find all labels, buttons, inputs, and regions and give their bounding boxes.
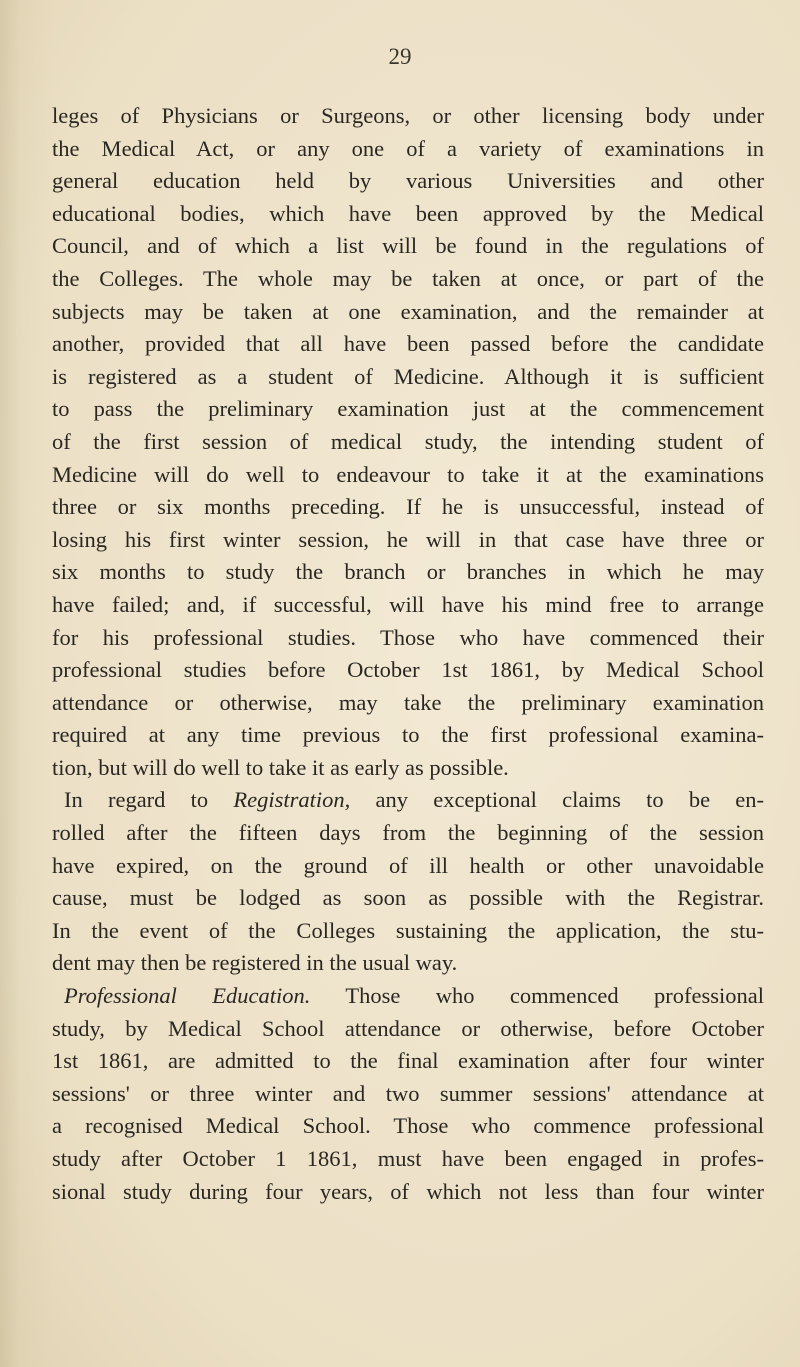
- text-run: professional studies before October 1st 1861, by Medical School: [52, 657, 764, 683]
- text-run: sessions' or three winter and two summer sessions' attendance at: [52, 1080, 764, 1106]
- text-line: [52, 850, 764, 883]
- text-run: educational bodies, which have been approved by the Medical: [52, 200, 764, 226]
- text-line: [52, 524, 764, 557]
- italic-run-heading: Registration,: [233, 787, 351, 813]
- text-line: [52, 752, 764, 785]
- text-run: to pass the preliminary examination just at the commencement: [52, 396, 764, 422]
- text-line: [52, 133, 764, 166]
- text-line: [52, 328, 764, 361]
- text-line: [52, 361, 764, 394]
- text-line: [52, 915, 764, 948]
- text-run: attendance or otherwise, may take the preliminary examination: [52, 689, 764, 715]
- text-run: general education held by various Universities and other: [52, 168, 764, 194]
- text-line: [52, 980, 764, 1013]
- text-line: [52, 556, 764, 589]
- text-run: the Colleges. The whole may be taken at once, or part of the: [52, 265, 764, 291]
- text-run: cause, must be lodged as soon as possible with the Registrar.: [52, 885, 764, 911]
- text-line: [52, 100, 764, 133]
- text-run: In regard to: [64, 787, 234, 813]
- text-line: [52, 784, 764, 817]
- text-line: [52, 296, 764, 329]
- text-run: any exceptional claims to be en-: [350, 787, 765, 813]
- text-run: leges of Physicians or Surgeons, or other licensing body under: [52, 103, 764, 128]
- text-run: Medicine will do well to endeavour to take it at the examinations: [52, 461, 764, 487]
- text-line: [52, 1110, 764, 1143]
- text-run: losing his first winter session, he will in that case have three or: [52, 526, 764, 552]
- text-line: [52, 1143, 764, 1176]
- text-line: [52, 393, 764, 426]
- text-run: study, by Medical School attendance or otherwise, before October: [52, 1015, 764, 1041]
- text-line: [52, 263, 764, 296]
- text-line: [52, 1176, 764, 1209]
- text-run: required at any time previous to the first professional examina-: [52, 722, 764, 748]
- text-line: [52, 654, 764, 687]
- text-line: [52, 491, 764, 524]
- text-run: 1st 1861, are admitted to the final examination after four winter: [52, 1048, 764, 1074]
- text-run: six months to study the branch or branches in which he may: [52, 559, 764, 585]
- text-run: tion, but will do well to take it as early as possible.: [52, 754, 509, 780]
- text-run: sional study during four years, of which not less than four winter: [52, 1178, 764, 1204]
- text-run: the Medical Act, or any one of a variety of examinations in: [52, 135, 764, 161]
- text-line: [52, 947, 764, 980]
- text-run: have failed; and, if successful, will have his mind free to arrange: [52, 591, 764, 617]
- italic-run-heading: Professional Education.: [64, 983, 311, 1009]
- page-number: 29: [388, 44, 412, 69]
- text-run: subjects may be taken at one examination, and the remainder at: [52, 298, 764, 324]
- body-text: [52, 100, 764, 1208]
- text-run: dent may then be registered in the usual way.: [52, 950, 458, 976]
- text-run: have expired, on the ground of ill health or other unavoidable: [52, 852, 764, 878]
- text-run: for his professional studies. Those who have commenced their: [52, 624, 764, 650]
- text-line: [52, 622, 764, 655]
- text-run: is registered as a student of Medicine. Although it is sufficient: [52, 363, 764, 389]
- text-line: [52, 882, 764, 915]
- text-line: [52, 230, 764, 263]
- text-run: three or six months preceding. If he is unsuccessful, instead of: [52, 494, 764, 520]
- text-line: [52, 198, 764, 231]
- text-run: In the event of the Colleges sustaining the application, the stu-: [52, 917, 764, 943]
- text-line: [52, 426, 764, 459]
- text-line: [52, 459, 764, 492]
- text-line: [52, 589, 764, 622]
- text-line: [52, 1078, 764, 1111]
- text-run: Those who commenced professional: [310, 983, 764, 1009]
- text-run: rolled after the fifteen days from the beginning of the session: [52, 820, 764, 846]
- text-line: [52, 165, 764, 198]
- text-line: [52, 687, 764, 720]
- text-run: of the first session of medical study, the intending student of: [52, 428, 764, 454]
- text-line: [52, 1045, 764, 1078]
- text-run: study after October 1 1861, must have been engaged in profes-: [52, 1146, 764, 1171]
- text-run: a recognised Medical School. Those who commence professional: [52, 1113, 764, 1139]
- text-line: [52, 1013, 764, 1046]
- text-line: [52, 817, 764, 850]
- text-run: Council, and of which a list will be found in the regulations of: [52, 233, 764, 259]
- text-line: [52, 719, 764, 752]
- text-run: another, provided that all have been passed before the candidate: [52, 331, 764, 357]
